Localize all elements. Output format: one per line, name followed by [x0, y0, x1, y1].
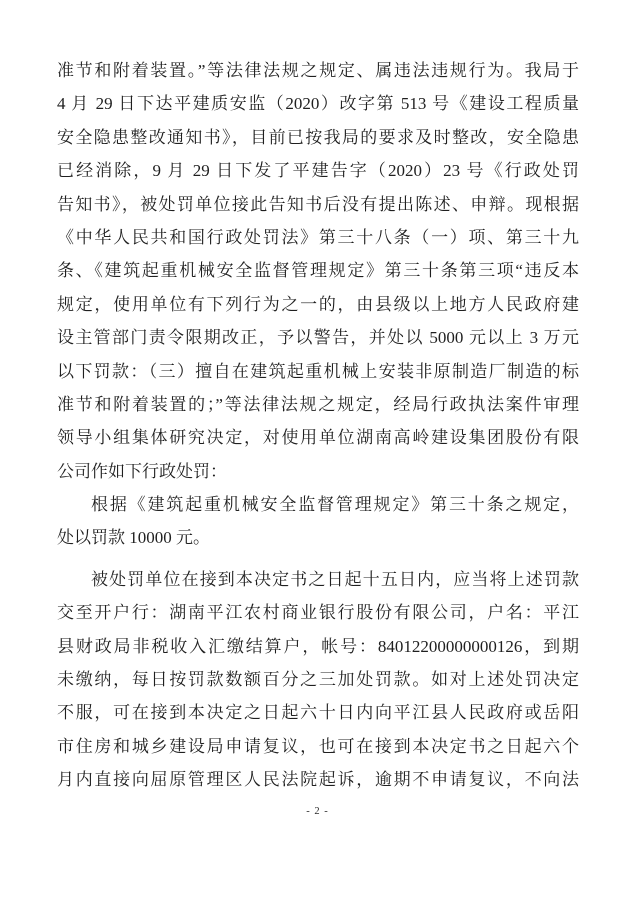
document-line: 设主管部门责令限期改正，予以警告，并处以 5000 元以上 3 万元 — [57, 328, 579, 348]
document-line: 不服，可在接到本决定之日起六十日内向平江县人民政府或岳阳 — [57, 703, 579, 723]
document-line: 《中华人民共和国行政处罚法》第三十八条（一）项、第三十九 — [57, 227, 579, 247]
document-line: 告知书》，被处罚单位接此告知书后没有提出陈述、申辩。现根据 — [57, 194, 579, 214]
document-line: 未缴纳，每日按罚款数额百分之三加处罚款。如对上述处罚决定 — [57, 670, 579, 690]
document-line: 条、《建筑起重机械安全监督管理规定》第三十条第三项“违反本 — [57, 261, 579, 281]
document-line: 规定，使用单位有下列行为之一的，由县级以上地方人民政府建 — [57, 294, 579, 314]
document-line: 市住房和城乡建设局申请复议，也可在接到本决定书之日起六个 — [57, 736, 579, 756]
document-line: 领导小组集体研究决定，对使用单位湖南高岭建设集团股份有限 — [57, 428, 579, 448]
document-line: 月内直接向屈原管理区人民法院起诉，逾期不申请复议，不向法 — [57, 770, 579, 790]
document-line: 准节和附着装置的；”等法律法规之规定，经局行政执法案件审理 — [57, 394, 579, 414]
page-number: - 2 - — [306, 806, 329, 817]
document-line: 公司作如下行政处罚： — [57, 461, 227, 481]
document-line: 安全隐患整改通知书》，目前已按我局的要求及时整改，安全隐患 — [57, 127, 579, 147]
document-line: 以下罚款：（三）擅自在建筑起重机械上安装非原制造厂制造的标 — [57, 361, 579, 381]
document-body — [57, 54, 579, 797]
document-line: 根据《建筑起重机械安全监督管理规定》第三十条之规定， — [91, 495, 579, 515]
document-line: 被处罚单位在接到本决定书之日起十五日内，应当将上述罚款 — [91, 569, 579, 589]
document-line: 县财政局非税收入汇缴结算户，帐号：84012200000000126，到期 — [57, 636, 579, 656]
document-line: 准节和附着装置。”等法律法规之规定、属违法违规行为。我局于 — [57, 61, 579, 80]
document-line: 4 月 29 日下达平建质安监（2020）改字第 513 号《建设工程质量 — [57, 94, 579, 114]
document-line: 处以罚款 10000 元。 — [57, 528, 210, 548]
document-line: 已经消除，9 月 29 日下发了平建告字（2020）23 号《行政处罚 — [57, 161, 579, 181]
document-line: 交至开户行：湖南平江农村商业银行股份有限公司，户名：平江 — [57, 603, 579, 623]
